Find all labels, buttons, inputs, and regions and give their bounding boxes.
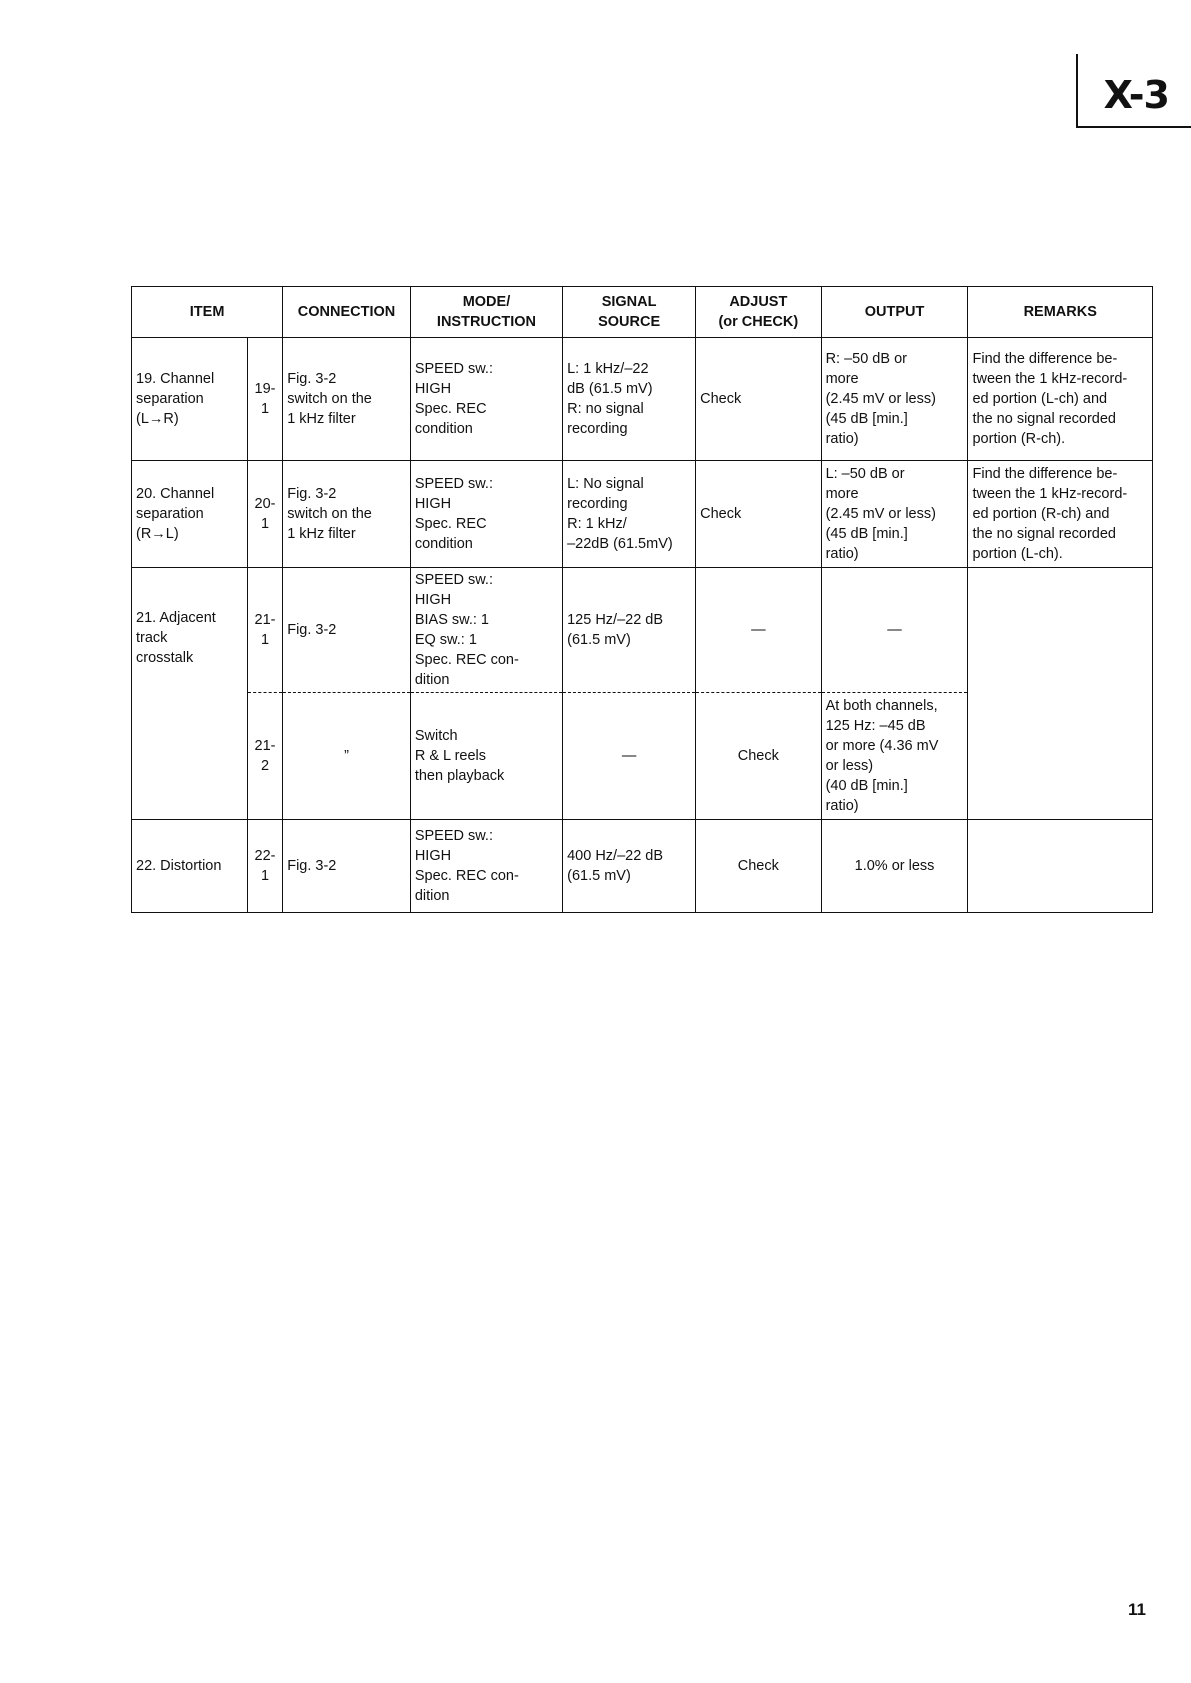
item-cell: 19. Channel separation (L→R)	[132, 338, 248, 461]
connection-cell: Fig. 3-2	[283, 820, 411, 913]
output-cell: At both channels, 125 Hz: –45 dB or more (4.36 mV or less) (40 dB [min.] ratio)	[821, 693, 968, 820]
step-cell: 21-2	[247, 693, 282, 820]
connection-cell: Fig. 3-2	[283, 568, 411, 693]
item-cell: 20. Channel separation (R→L)	[132, 461, 248, 568]
signal-cell: 125 Hz/–22 dB (61.5 mV)	[563, 568, 696, 693]
mode-cell: SPEED sw.: HIGH Spec. REC condition	[410, 338, 562, 461]
adjust-cell: Check	[696, 820, 821, 913]
page-number: 11	[1128, 1600, 1146, 1619]
adjust-cell: Check	[696, 693, 821, 820]
output-cell: —	[821, 568, 968, 693]
header-adjust: ADJUST (or CHECK)	[696, 287, 821, 338]
adjust-cell: Check	[696, 461, 821, 568]
step-cell: 21-1	[247, 568, 282, 693]
item-cell: 21. Adjacent track crosstalk	[132, 568, 248, 820]
remarks-cell	[968, 820, 1153, 913]
signal-cell: L: No signal recording R: 1 kHz/ –22dB (61.5mV)	[563, 461, 696, 568]
signal-cell: 400 Hz/–22 dB (61.5 mV)	[563, 820, 696, 913]
signal-cell: —	[563, 693, 696, 820]
header-remarks: REMARKS	[968, 287, 1153, 338]
connection-cell: ”	[283, 693, 411, 820]
adjust-cell: Check	[696, 338, 821, 461]
output-cell: 1.0% or less	[821, 820, 968, 913]
page-tab	[1076, 54, 1191, 128]
remarks-cell: Find the difference be- tween the 1 kHz-record- ed portion (R-ch) and the no signal recorded portion (L-ch).	[968, 461, 1153, 568]
table-row	[132, 461, 1153, 568]
signal-cell: L: 1 kHz/–22 dB (61.5 mV) R: no signal recording	[563, 338, 696, 461]
adjust-cell: —	[696, 568, 821, 693]
remarks-cell: Find the difference be- tween the 1 kHz-record- ed portion (L-ch) and the no signal recorded portion (R-ch).	[968, 338, 1153, 461]
remarks-cell	[968, 568, 1153, 820]
item-cell: 22. Distortion	[132, 820, 248, 913]
header-row	[132, 287, 1153, 338]
mode-cell: SPEED sw.: HIGH Spec. REC con- dition	[410, 820, 562, 913]
connection-cell: Fig. 3-2 switch on the 1 kHz filter	[283, 338, 411, 461]
table-row	[132, 338, 1153, 461]
connection-cell: Fig. 3-2 switch on the 1 kHz filter	[283, 461, 411, 568]
header-mode: MODE/ INSTRUCTION	[410, 287, 562, 338]
mode-cell: Switch R & L reels then playback	[410, 693, 562, 820]
output-cell: L: –50 dB or more (2.45 mV or less) (45 dB [min.] ratio)	[821, 461, 968, 568]
header-item: ITEM	[132, 287, 283, 338]
adjustment-table	[131, 286, 1153, 913]
step-cell: 22-1	[247, 820, 282, 913]
mode-cell: SPEED sw.: HIGH BIAS sw.: 1 EQ sw.: 1 Spec. REC con- dition	[410, 568, 562, 693]
table-row	[132, 820, 1153, 913]
step-cell: 20-1	[247, 461, 282, 568]
header-output: OUTPUT	[821, 287, 968, 338]
output-cell: R: –50 dB or more (2.45 mV or less) (45 dB [min.] ratio)	[821, 338, 968, 461]
table-row	[132, 568, 1153, 693]
step-cell: 19-1	[247, 338, 282, 461]
page-tab-label: X-3	[1103, 73, 1169, 117]
header-signal: SIGNAL SOURCE	[563, 287, 696, 338]
mode-cell: SPEED sw.: HIGH Spec. REC condition	[410, 461, 562, 568]
header-connection: CONNECTION	[283, 287, 411, 338]
